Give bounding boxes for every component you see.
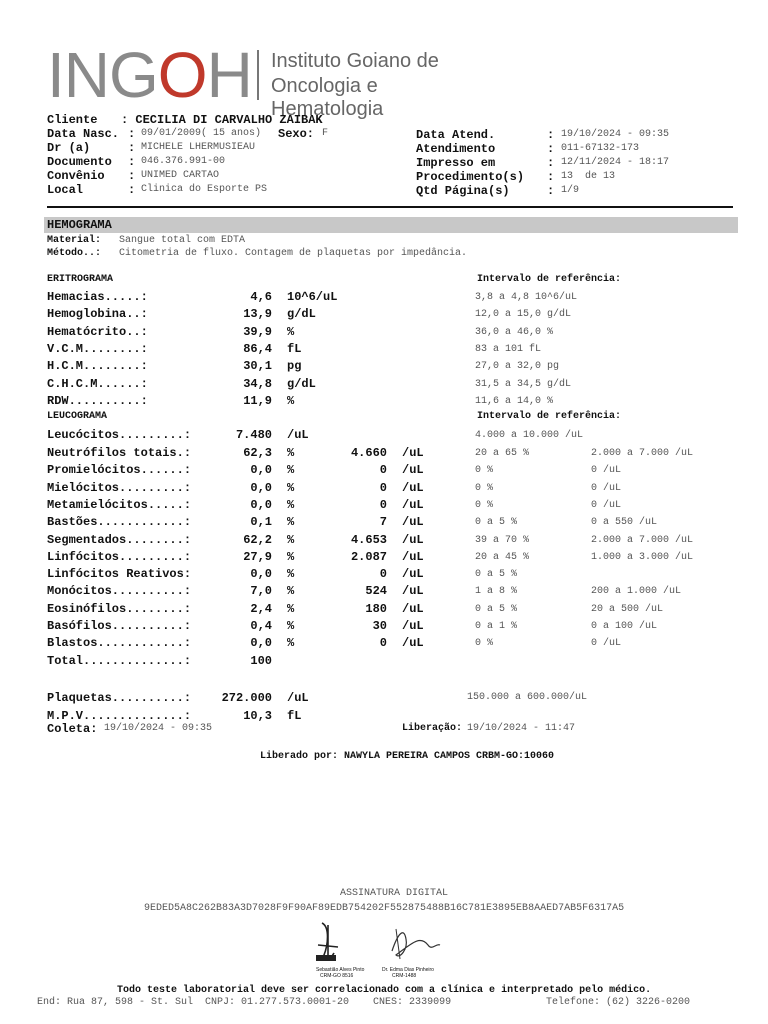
leuco-ref-pct: 20 a 45 %: [475, 551, 530, 563]
leuco-label: Eosinófilos........:: [47, 601, 192, 616]
eritrograma-ref-title: Intervalo de referência:: [477, 274, 622, 285]
footer-note: Todo teste laboratorial deve ser correlacionado com a clínica e interpretado pelo médico.: [117, 985, 652, 996]
convenio-label: Convênio: [47, 169, 105, 183]
local-label: Local: [47, 183, 84, 197]
leuco-abs: 0: [379, 497, 387, 512]
leuco-abs-unit: /uL: [402, 497, 424, 512]
leuco-abs-unit: /uL: [402, 636, 424, 651]
leuco-pct-unit: %: [287, 515, 295, 530]
leuco-abs-unit: /uL: [402, 480, 424, 495]
eritro-unit: pg: [287, 359, 302, 374]
footer-address: End: Rua 87, 598 - St. Sul CNPJ: 01.277.573.0001-20 CNES: 2339099: [37, 997, 452, 1008]
eritro-unit: fL: [287, 341, 302, 356]
leuco-ref-abs: 0 /uL: [591, 638, 622, 650]
leuco-abs: 30: [372, 619, 387, 633]
leuco-pct-unit: %: [287, 446, 295, 460]
leuco-abs: 180: [365, 601, 387, 616]
leuco-abs: 4.653: [350, 532, 387, 547]
cliente-value: : CECILIA DI CARVALHO ZAIBAK: [121, 113, 323, 127]
leuco-label: Neutrófilos totais.:: [47, 446, 192, 460]
leuco-pct: 62,2: [243, 532, 272, 547]
leuco-ref-abs: 2.000 a 7.000 /uL: [591, 448, 694, 459]
dr-label: Dr (a): [47, 141, 91, 155]
atend-value: 19/10/2024 - 09:35: [561, 129, 670, 140]
eritro-value: 39,9: [243, 324, 272, 339]
exam-title: HEMOGRAMA: [47, 218, 112, 232]
leuco-ref-abs: 1.000 a 3.000 /uL: [591, 551, 694, 563]
plaquetas-label: Plaquetas..........:: [47, 691, 192, 705]
leuco-ref-pct: 1 a 8 %: [475, 586, 518, 598]
atendimento-value: 011-67132-173: [561, 143, 640, 154]
procedimento-label: Procedimento(s): [416, 170, 525, 184]
signer1-name: Sebastião Alves Pinto: [316, 967, 365, 973]
leuco-pct: 62,3: [243, 446, 272, 460]
leuco-ref-pct: 0 a 5 %: [475, 569, 518, 581]
leuco-ref-pct: 0 %: [475, 499, 494, 511]
liberado-por: Liberado por: NAWYLA PEREIRA CAMPOS CRBM-GO:10060: [260, 751, 555, 762]
leuco-pct: 0,0: [250, 567, 272, 582]
leuco-ref-abs: 2.000 a 7.000 /uL: [591, 534, 694, 546]
leuco-pct-unit: %: [287, 567, 295, 582]
leuco-pct-unit: %: [287, 463, 295, 478]
leuco-pct-unit: %: [287, 480, 295, 495]
sexo-value: F: [322, 128, 329, 139]
plaquetas-value: 272.000: [221, 691, 272, 705]
mpv-label: M.P.V..............:: [47, 709, 192, 723]
atendimento-label: Atendimento: [416, 142, 496, 156]
eritro-ref: 36,0 a 46,0 %: [475, 326, 554, 338]
liberacao-label: Liberação:: [402, 723, 463, 734]
assinatura-hash: 9EDED5A8C262B83A3D7028F9F90AF89EDB754202F552875488B16C781E3895EB8AAED7AB5F6317A5: [144, 903, 625, 914]
leuco-ref-abs: 0 a 550 /uL: [591, 517, 658, 529]
section-title-bar: [44, 217, 738, 233]
leuco-abs-unit: /uL: [402, 532, 424, 547]
footer-phone: Telefone: (62) 3226-0200: [546, 997, 691, 1008]
convenio-value: UNIMED CARTAO: [141, 170, 220, 181]
leuco-label: Promielócitos......:: [47, 463, 192, 478]
eritro-label: H.C.M........:: [47, 359, 148, 374]
leuco-abs-unit: /uL: [402, 567, 424, 582]
documento-label: Documento: [47, 155, 112, 169]
eritro-value: 86,4: [243, 341, 272, 356]
signer1-reg: CRM-GO 8516: [320, 973, 354, 979]
leuco-ref-abs: 0 a 100 /uL: [591, 621, 658, 632]
cliente-label: Cliente: [47, 113, 98, 127]
header-divider: [47, 206, 733, 208]
eritro-label: Hematócrito..:: [47, 324, 148, 339]
eritro-value: 11,9: [243, 393, 272, 408]
material-label: Material:: [47, 235, 102, 246]
leuco-abs-unit: /uL: [402, 601, 424, 616]
leuco-pct: 2,4: [250, 601, 272, 616]
leucocitos-ref: 4.000 a 10.000 /uL: [475, 430, 584, 441]
leuco-ref-pct: 39 a 70 %: [475, 534, 530, 546]
eritrograma-title: ERITROGRAMA: [47, 274, 114, 285]
logo-divider: [257, 50, 259, 100]
leucocitos-label: Leucócitos.........:: [47, 428, 192, 442]
leuco-pct: 7,0: [250, 584, 272, 599]
leuco-abs: 0: [379, 636, 387, 651]
pagina-label: Qtd Página(s): [416, 184, 510, 198]
nasc-label: Data Nasc.: [47, 127, 120, 141]
leuco-label: Mielócitos.........:: [47, 480, 192, 495]
leuco-pct-unit: %: [287, 636, 295, 651]
eritro-ref: 12,0 a 15,0 g/dL: [475, 309, 572, 321]
plaquetas-ref: 150.000 a 600.000/uL: [467, 692, 588, 703]
nasc-value: 09/01/2009( 15 anos): [141, 128, 262, 139]
pagina-value: 1/9: [561, 185, 580, 196]
logo-institute-line2: Oncologia e Hematologia: [271, 75, 384, 120]
local-value: Clinica do Esporte PS: [141, 184, 268, 195]
leuco-abs-unit: /uL: [402, 463, 424, 478]
leuco-label: Linfócitos.........:: [47, 549, 192, 564]
leucocitos-unit: /uL: [287, 428, 309, 442]
eritro-value: 4,6: [250, 290, 272, 304]
eritro-label: Hemacias.....:: [47, 290, 148, 304]
procedimento-value: 13 de 13: [561, 171, 616, 182]
leuco-ref-pct: 0 a 5 %: [475, 517, 518, 529]
leuco-label: Segmentados........:: [47, 532, 192, 547]
mpv-unit: fL: [287, 709, 302, 723]
leuco-label: Blastos............:: [47, 636, 192, 651]
leuco-ref-abs: 0 /uL: [591, 482, 622, 494]
eritro-unit: %: [287, 324, 295, 339]
leucocitos-value: 7.480: [235, 428, 272, 442]
eritro-unit: g/dL: [287, 376, 316, 391]
leuco-pct: 27,9: [243, 549, 272, 564]
documento-value: 046.376.991-00: [141, 156, 226, 167]
leuco-ref-pct: 0 %: [475, 638, 494, 650]
eritro-label: V.C.M........:: [47, 341, 148, 356]
coleta-value: 19/10/2024 - 09:35: [104, 723, 213, 734]
eritro-label: C.H.C.M......:: [47, 376, 148, 391]
leuco-ref-abs: 200 a 1.000 /uL: [591, 586, 682, 598]
eritro-unit: %: [287, 393, 295, 408]
leuco-label: Linfócitos Reativos:: [47, 567, 192, 582]
leuco-abs-unit: /uL: [402, 446, 424, 460]
leuco-pct-unit: %: [287, 549, 295, 564]
leucograma-title: LEUCOGRAMA: [47, 411, 108, 422]
eritro-label: RDW..........:: [47, 393, 148, 408]
eritro-value: 30,1: [243, 359, 272, 374]
leuco-abs-unit: /uL: [402, 549, 424, 564]
total-label: Total..............:: [47, 654, 192, 668]
leuco-pct: 0,0: [250, 480, 272, 495]
leuco-abs: 0: [379, 567, 387, 582]
leuco-label: Metamielócitos.....:: [47, 497, 192, 512]
leuco-pct: 0,1: [250, 515, 272, 530]
leuco-abs: 7: [379, 515, 387, 530]
eritro-value: 13,9: [243, 307, 272, 322]
eritro-label: Hemoglobina..:: [47, 307, 148, 322]
eritro-ref: 11,6 a 14,0 %: [475, 395, 554, 407]
eritro-unit: 10^6/uL: [287, 290, 338, 304]
leuco-pct-unit: %: [287, 619, 295, 633]
leuco-abs: 0: [379, 480, 387, 495]
leuco-ref-pct: 0 a 5 %: [475, 603, 518, 615]
leuco-label: Bastões............:: [47, 515, 192, 530]
leuco-pct: 0,0: [250, 497, 272, 512]
plaquetas-unit: /uL: [287, 691, 309, 705]
metodo-value: Citometria de fluxo. Contagem de plaquetas por impedância.: [119, 248, 468, 259]
leuco-label: Basófilos..........:: [47, 619, 192, 633]
leuco-pct-unit: %: [287, 532, 295, 547]
liberacao-value: 19/10/2024 - 11:47: [467, 723, 576, 734]
mpv-value: 10,3: [243, 709, 272, 723]
leuco-abs-unit: /uL: [402, 619, 424, 633]
material-value: Sangue total com EDTA: [119, 235, 246, 246]
atend-label: Data Atend.: [416, 128, 496, 142]
impresso-label: Impresso em: [416, 156, 496, 170]
leuco-abs-unit: /uL: [402, 515, 424, 530]
sexo-label: Sexo:: [278, 127, 315, 141]
eritro-ref: 31,5 a 34,5 g/dL: [475, 378, 572, 390]
leuco-ref-pct: 0 %: [475, 482, 494, 494]
assinatura-title: ASSINATURA DIGITAL: [340, 888, 449, 899]
coleta-label: Coleta:: [47, 722, 98, 736]
impresso-value: 12/11/2024 - 18:17: [561, 157, 670, 168]
signer2-reg: CRM-1488: [392, 973, 417, 979]
leuco-ref-pct: 0 a 1 %: [475, 621, 518, 632]
leuco-abs: 524: [365, 584, 387, 599]
eritro-ref: 27,0 a 32,0 pg: [475, 361, 560, 373]
leuco-ref-abs: 20 a 500 /uL: [591, 603, 664, 615]
eritro-ref: 3,8 a 4,8 10^6/uL: [475, 292, 578, 303]
metodo-label: Método..:: [47, 248, 102, 259]
eritro-unit: g/dL: [287, 307, 316, 322]
signatures: [300, 915, 470, 985]
leuco-pct: 0,4: [250, 619, 272, 633]
leuco-ref-pct: 20 a 65 %: [475, 448, 530, 459]
leucograma-ref-title: Intervalo de referência:: [477, 411, 622, 422]
total-value: 100: [250, 654, 272, 668]
leuco-abs: 2.087: [350, 549, 387, 564]
leuco-ref-pct: 0 %: [475, 465, 494, 477]
leuco-pct: 0,0: [250, 463, 272, 478]
leuco-ref-abs: 0 /uL: [591, 465, 622, 477]
leuco-abs-unit: /uL: [402, 584, 424, 599]
leuco-ref-abs: 0 /uL: [591, 499, 622, 511]
leuco-pct: 0,0: [250, 636, 272, 651]
eritro-ref: 83 a 101 fL: [475, 343, 542, 355]
logo-wordmark: INGOH: [47, 39, 252, 111]
logo-institute-line1: Instituto Goiano de: [271, 50, 439, 72]
leuco-abs: 0: [379, 463, 387, 478]
dr-value: MICHELE LHERMUSIEAU: [141, 142, 256, 153]
leuco-abs: 4.660: [350, 446, 387, 460]
eritro-value: 34,8: [243, 376, 272, 391]
leuco-pct-unit: %: [287, 601, 295, 616]
leuco-label: Monócitos..........:: [47, 584, 192, 599]
leuco-pct-unit: %: [287, 584, 295, 599]
signer2-name: Dr. Edma Dias Pinheiro: [382, 967, 434, 973]
leuco-pct-unit: %: [287, 497, 295, 512]
